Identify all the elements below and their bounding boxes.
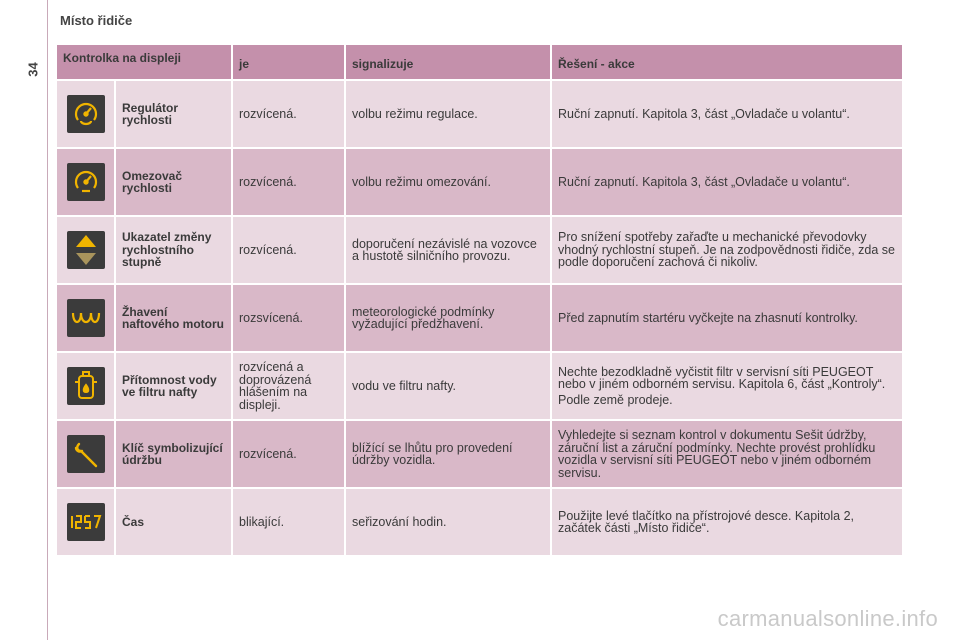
row-signalizuje: meteorologické podmínky vyžadující předžhavení. bbox=[346, 285, 552, 351]
table-row bbox=[57, 81, 902, 147]
wrench-icon bbox=[67, 435, 105, 473]
speed-limiter-icon bbox=[67, 163, 105, 201]
gear-shift-indicator-icon bbox=[67, 231, 105, 269]
clock-display-icon bbox=[67, 503, 105, 541]
speed-regulator-icon bbox=[67, 95, 105, 133]
row-je: rozvícená a doprovázená hlášením na displeji. bbox=[233, 353, 346, 419]
row-name: Omezovač rychlosti bbox=[116, 149, 233, 215]
row-je: rozvícená. bbox=[233, 421, 346, 487]
page-number: 34 bbox=[25, 62, 41, 77]
row-je: rozvícená. bbox=[233, 81, 346, 147]
row-je: blikající. bbox=[233, 489, 346, 555]
row-name: Žhavení naftového motoru bbox=[116, 285, 233, 351]
row-reseni-note: Podle země prodeje. bbox=[558, 392, 673, 407]
row-name: Čas bbox=[116, 489, 233, 555]
table-row bbox=[57, 353, 902, 419]
row-je: rozvícená. bbox=[233, 149, 346, 215]
row-reseni: Vyhledejte si seznam kontrol v dokumentu Sešit údržby, záruční list a záruční podmínky. Nechte provést prohlídku vozidla v servisní síti PEUGEOT nebo v jiném odborném servisu. bbox=[558, 428, 876, 480]
row-je: rozvícená. bbox=[233, 217, 346, 283]
row-je: rozsvícená. bbox=[233, 285, 346, 351]
row-signalizuje: seřizování hodin. bbox=[346, 489, 552, 555]
table-row bbox=[57, 149, 902, 215]
header-reseni: Řešení - akce bbox=[558, 57, 635, 71]
table-row bbox=[57, 489, 902, 555]
margin-line bbox=[47, 0, 48, 640]
row-name: Klíč symbolizující údržbu bbox=[116, 421, 233, 487]
header-kontrolka: Kontrolka na displeji bbox=[57, 45, 233, 79]
table-row bbox=[57, 217, 902, 283]
row-reseni: Nechte bezodkladně vyčistit filtr v servisní síti PEUGEOT nebo v jiném odborném servisu. Kapitola 6, část „Kontroly“. bbox=[558, 364, 886, 392]
header-signalizuje: signalizuje bbox=[346, 45, 552, 79]
row-signalizuje: volbu režimu regulace. bbox=[346, 81, 552, 147]
row-name: Regulátor rychlosti bbox=[116, 81, 233, 147]
row-signalizuje: volbu režimu omezování. bbox=[346, 149, 552, 215]
table-header bbox=[57, 45, 902, 79]
row-reseni: Pro snížení spotřeby zařaďte u mechanické převodovky vhodný rychlostní stupeň. Je na zodpovědnosti řidiče, zda se podle doporučení zachová či nikoliv. bbox=[558, 230, 896, 270]
water-in-fuel-icon bbox=[67, 367, 105, 405]
row-reseni: Použijte levé tlačítko na přístrojové desce. Kapitola 2, začátek části „Místo řidiče“. bbox=[558, 508, 854, 535]
row-reseni: Před zapnutím startéru vyčkejte na zhasnutí kontrolky. bbox=[558, 310, 858, 325]
watermark: carmanualsonline.info bbox=[717, 606, 938, 631]
row-name: Přítomnost vody ve filtru nafty bbox=[116, 353, 233, 419]
row-signalizuje: doporučení nezávislé na vozovce a hustotě silničního provozu. bbox=[346, 217, 552, 283]
header-je: je bbox=[233, 45, 346, 79]
warning-lights-table bbox=[57, 45, 902, 555]
row-signalizuje: vodu ve filtru nafty. bbox=[346, 353, 552, 419]
glow-plug-icon bbox=[67, 299, 105, 337]
page-header: Místo řidiče bbox=[60, 13, 133, 28]
row-name: Ukazatel změny rychlostního stupně bbox=[116, 217, 233, 283]
row-signalizuje: blížící se lhůtu pro provedení údržby vozidla. bbox=[346, 421, 552, 487]
row-reseni: Ruční zapnutí. Kapitola 3, část „Ovladače u volantu“. bbox=[558, 174, 850, 189]
table-row bbox=[57, 421, 902, 487]
row-reseni: Ruční zapnutí. Kapitola 3, část „Ovladače u volantu“. bbox=[558, 106, 850, 121]
table-row bbox=[57, 285, 902, 351]
